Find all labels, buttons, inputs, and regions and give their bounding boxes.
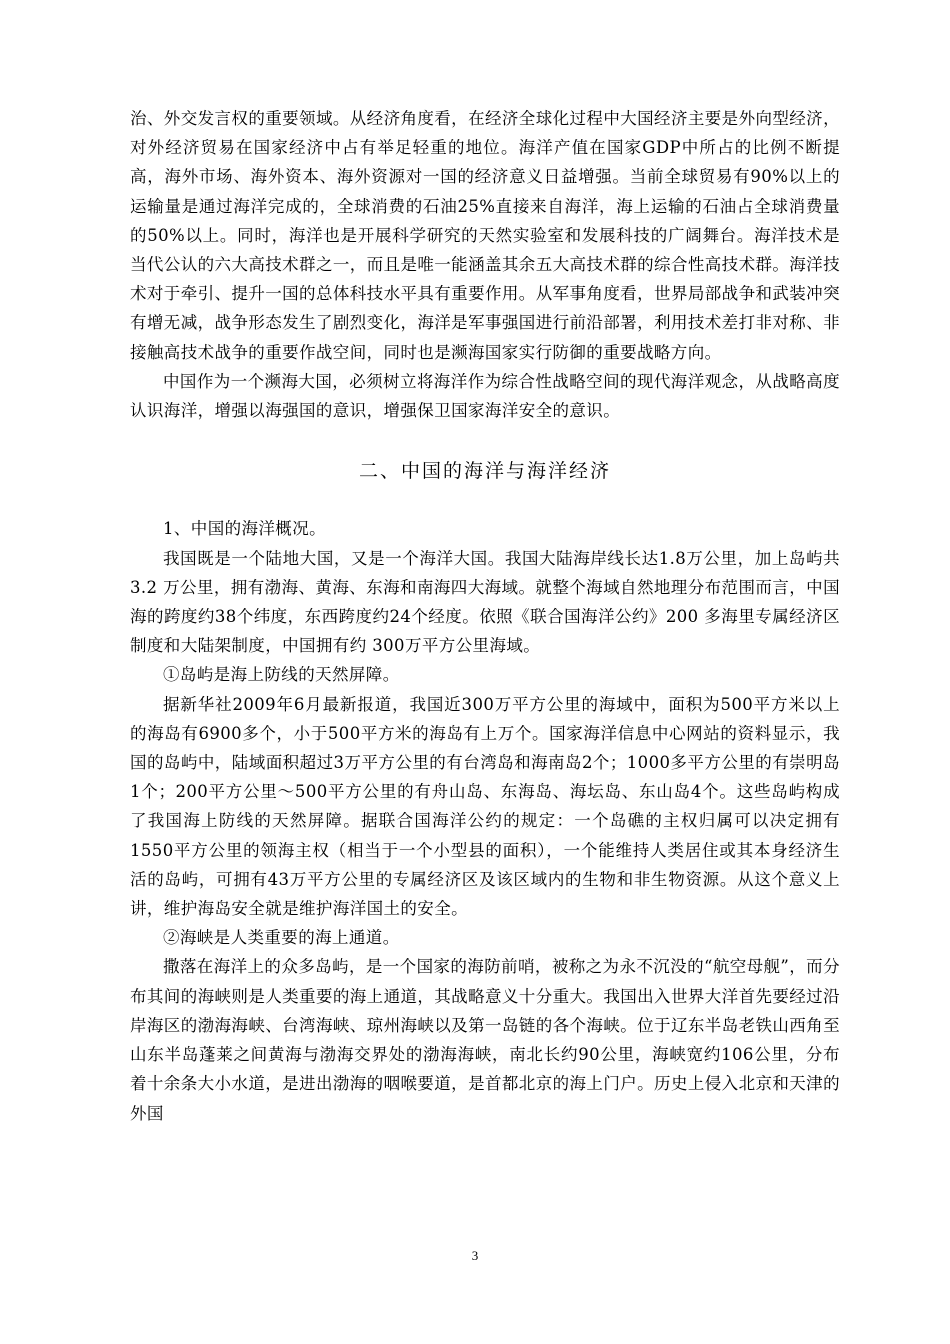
paragraph-china-maritime-concept: 中国作为一个濒海大国，必须树立将海洋作为综合性战略空间的现代海洋观念，从战略高度认识海洋，增强以海强国的意识，增强保卫国家海洋安全的意识。 bbox=[130, 371, 840, 421]
paragraph-continuation: 治、外交发言权的重要领域。从经济角度看，在经济全球化过程中大国经济主要是外向型经济，对外经济贸易在国家经济中占有举足轻重的地位。海洋产值在国家GDP中所占的比例不断提高，海外市场、海外资本、海外资源对一国的经济意义日益增强。当前全球贸易有90%以上的运输量是通过海洋完成的，全球消费的石油25%直接来自海洋，海上运输的石油占全球消费量的50%以上。同时，海洋也是开展科学研究的天然实验室和发展科技的广阔舞台。海洋技术是当代公认的六大高技术群之一，而且是唯一能涵盖其余五大高技术群的综合性高技术群。海洋技术对于牵引、提升一国的总体科技水平具有重要作用。从军事角度看，世界局部战争和武装冲突有增无减，战争形态发生了剧烈变化，海洋是军事强国进行前沿部署，利用技术差打非对称、非接触高技术战争的重要作战空间，同时也是濒海国家实行防御的重要战略方向。 bbox=[130, 109, 840, 362]
body-text bbox=[130, 104, 840, 1128]
section-heading: 二、中国的海洋与海洋经济 bbox=[358, 460, 611, 483]
point-straits: ②海峡是人类重要的海上通道。 bbox=[163, 928, 400, 948]
subsection-overview: 1、中国的海洋概况。 bbox=[163, 519, 326, 539]
paragraph-islands: 据新华社2009年6月最新报道，我国近300万平方公里的海域中，面积为500平方米以上的海岛有6900多个，小于500平方米的海岛有上万个。国家海洋信息中心网站的资料显示，我国的岛屿中，陆域面积超过3万平方公里的有台湾岛和海南岛2个；1000多平方公里的有崇明岛1个；200平方公里～500平方公里的有舟山岛、东海岛、海坛岛、东山岛4个。这些岛屿构成了我国海上防线的天然屏障。据联合国海洋公约的规定：一个岛礁的主权归属可以决定拥有1550平方公里的领海主权（相当于一个小型县的面积），一个能维持人类居住或其本身经济生活的岛屿，可拥有43万平方公里的专属经济区及该区域内的生物和非生物资源。从这个意义上讲，维护海岛安全就是维护海洋国土的安全。 bbox=[130, 694, 840, 919]
paragraph-straits: 撒落在海洋上的众多岛屿，是一个国家的海防前哨，被称之为永不沉没的“航空母舰”，而分布其间的海峡则是人类重要的海上通道，其战略意义十分重大。我国出入世界大洋首先要经过沿岸海区的渤海海峡、台湾海峡、琼州海峡以及第一岛链的各个海峡。位于辽东半岛老铁山西角至山东半岛蓬莱之间黄海与渤海交界处的渤海海峡，南北长约90公里，海峡宽约106公里，分布着十余条大小水道，是进出渤海的咽喉要道，是首都北京的海上门户。历史上侵入北京和天津的外国 bbox=[130, 957, 840, 1123]
page-number: 3 bbox=[471, 1248, 479, 1263]
paragraph-coastline: 我国既是一个陆地大国，又是一个海洋大国。我国大陆海岸线长达1.8万公里，加上岛屿共 3.2 万公里，拥有渤海、黄海、东海和南海四大海域。就整个海域自然地理分布范围而言，中国海的跨度约38个纬度，东西跨度约24个经度。依照《联合国海洋公约》200 多海里专属经济区制度和大陆架制度，中国拥有约 300万平方公里海域。 bbox=[130, 548, 840, 656]
point-islands: ①岛屿是海上防线的天然屏障。 bbox=[163, 665, 400, 685]
